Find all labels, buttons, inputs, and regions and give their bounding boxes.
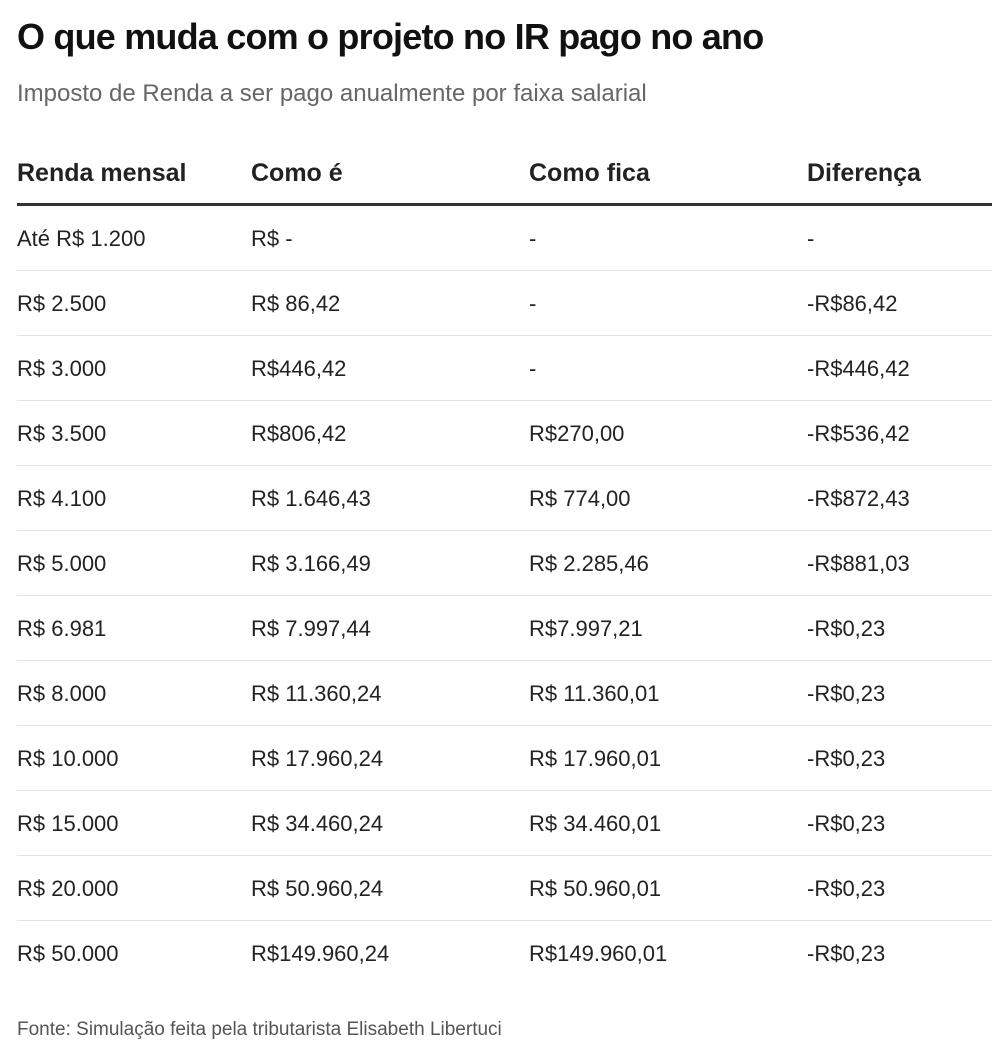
table-row [17, 921, 992, 985]
cell-renda-mensal: R$ 50.000 [17, 941, 119, 966]
tax-table [17, 140, 992, 985]
cell-renda-mensal: R$ 10.000 [17, 746, 119, 771]
cell-como-e: R$ 11.360,24 [251, 681, 382, 706]
cell-como-e: R$ 34.460,24 [251, 811, 384, 836]
cell-renda-mensal: R$ 3.500 [17, 421, 107, 446]
table-row [17, 791, 992, 856]
table-row [17, 336, 992, 401]
header-renda-mensal: Renda mensal [17, 159, 187, 187]
cell-como-fica: R$ 34.460,01 [529, 811, 662, 836]
cell-renda-mensal: R$ 4.100 [17, 486, 107, 511]
cell-diferenca: -R$0,23 [807, 681, 886, 706]
table-row [17, 401, 992, 466]
header-como-fica: Como fica [529, 159, 650, 187]
cell-como-e: R$ 17.960,24 [251, 746, 384, 771]
cell-diferenca: -R$0,23 [807, 876, 886, 901]
page-title: O que muda com o projeto no IR pago no ano [17, 16, 764, 57]
cell-como-fica: R$270,00 [529, 421, 625, 446]
cell-como-fica: R$ 11.360,01 [529, 681, 660, 706]
cell-como-fica: R$ 2.285,46 [529, 551, 649, 576]
table-body [17, 206, 992, 985]
header-como-e: Como é [251, 159, 343, 187]
cell-diferenca: -R$0,23 [807, 746, 886, 771]
table-row [17, 271, 992, 336]
table-row [17, 661, 992, 726]
cell-como-e: R$446,42 [251, 356, 347, 381]
cell-renda-mensal: R$ 3.000 [17, 356, 107, 381]
cell-diferenca: -R$446,42 [807, 356, 910, 381]
cell-como-e: R$ 3.166,49 [251, 551, 371, 576]
table-row [17, 206, 992, 271]
table-row [17, 596, 992, 661]
cell-diferenca: -R$881,03 [807, 551, 910, 576]
table-row [17, 726, 992, 791]
cell-como-fica: R$ 774,00 [529, 486, 631, 511]
cell-diferenca: -R$536,42 [807, 421, 910, 446]
cell-como-fica: R$ 17.960,01 [529, 746, 662, 771]
table-row [17, 531, 992, 596]
cell-diferenca: -R$0,23 [807, 811, 886, 836]
cell-como-fica: R$7.997,21 [529, 616, 643, 641]
cell-renda-mensal: R$ 5.000 [17, 551, 107, 576]
cell-renda-mensal: R$ 15.000 [17, 811, 119, 836]
page-subtitle: Imposto de Renda a ser pago anualmente por faixa salarial [17, 80, 647, 107]
cell-como-e: R$ 86,42 [251, 291, 341, 316]
header-diferenca: Diferença [807, 159, 921, 187]
cell-como-e: R$ 50.960,24 [251, 876, 384, 901]
cell-renda-mensal: R$ 20.000 [17, 876, 119, 901]
cell-como-fica: R$ 50.960,01 [529, 876, 662, 901]
cell-diferenca: -R$86,42 [807, 291, 898, 316]
table-row [17, 856, 992, 921]
cell-como-e: R$806,42 [251, 421, 347, 446]
cell-como-fica: - [529, 226, 537, 251]
table-header-row [17, 140, 992, 206]
cell-como-e: R$ 7.997,44 [251, 616, 371, 641]
cell-como-e: R$ - [251, 226, 293, 251]
cell-renda-mensal: R$ 8.000 [17, 681, 107, 706]
cell-como-fica: - [529, 356, 537, 381]
cell-como-fica: - [529, 291, 537, 316]
cell-como-e: R$ 1.646,43 [251, 486, 371, 511]
cell-como-fica: R$149.960,01 [529, 941, 668, 966]
source-note: Fonte: Simulação feita pela tributarista Elisabeth Libertuci [17, 1019, 502, 1040]
cell-renda-mensal: R$ 2.500 [17, 291, 107, 316]
cell-diferenca: -R$0,23 [807, 616, 886, 641]
table-row [17, 466, 992, 531]
cell-renda-mensal: Até R$ 1.200 [17, 226, 146, 251]
cell-diferenca: -R$872,43 [807, 486, 910, 511]
cell-renda-mensal: R$ 6.981 [17, 616, 107, 641]
cell-diferenca: -R$0,23 [807, 941, 886, 966]
cell-diferenca: - [807, 226, 815, 251]
cell-como-e: R$149.960,24 [251, 941, 390, 966]
